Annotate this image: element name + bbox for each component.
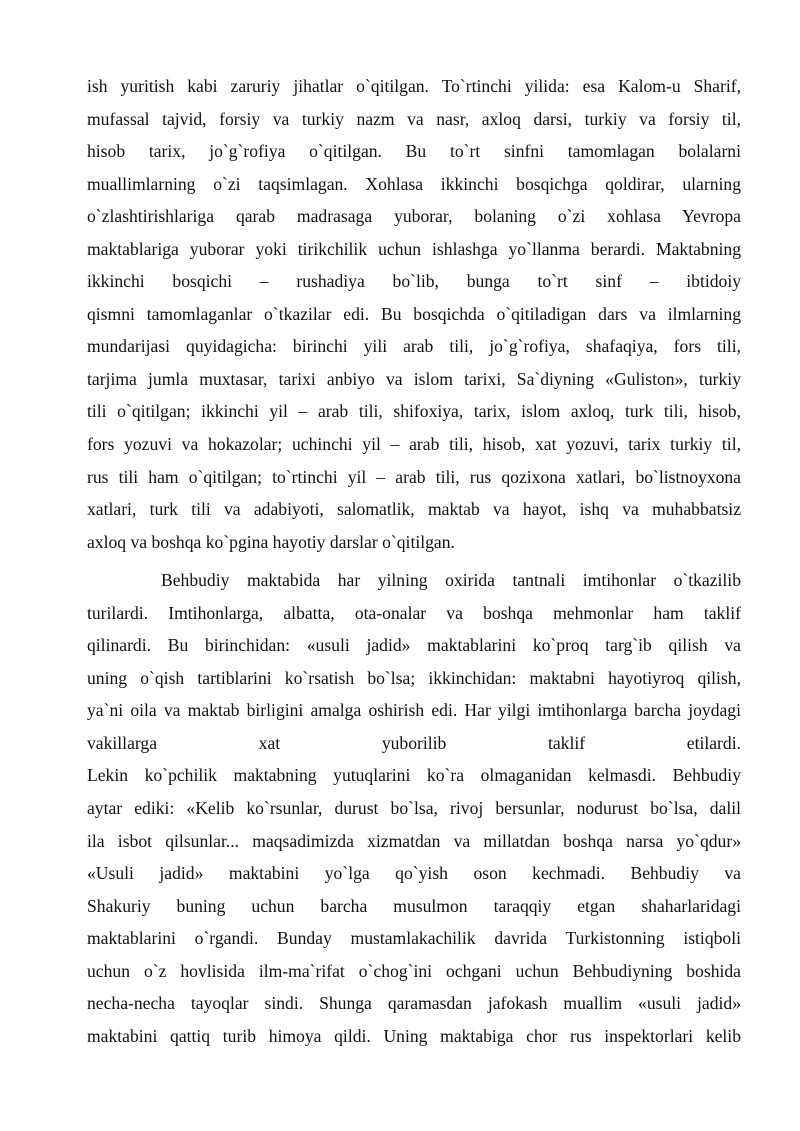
text-line: axloq va boshqa ko`pgina hayotiy darslar o`qitilgan. [87, 531, 455, 552]
text-line: mufassal tajvid, forsiy va turkiy nazm va nasr, axloq darsi, turkiy va forsiy til, [87, 108, 741, 129]
text-line: turilardi. Imtihonlarga, albatta, ota-onalar va boshqa mehmonlar ham taklif [87, 602, 741, 623]
text-line: tili o`qitilgan; ikkinchi yil – arab tili, shifoxiya, tarix, islom axloq, turk tili, hisob, [87, 401, 741, 422]
text-line: uchun o`z hovlisida ilm-ma`rifat o`chog`ini ochgani uchun Behbudiyning boshida [87, 960, 741, 981]
text-line: fors yozuvi va hokazolar; uchinchi yil – arab tili, hisob, xat yozuvi, tarix turkiy til, [87, 434, 741, 455]
document-page [87, 70, 741, 1052]
text-line: muallimlarning o`zi taqsimlagan. Xohlasa ikkinchi bosqichga qoldirar, ularning [87, 173, 741, 194]
text-line: maktabini qattiq turib himoya qildi. Uning maktabiga chor rus inspektorlari kelib [87, 1025, 741, 1046]
text-line: xatlari, turk tili va adabiyoti, salomatlik, maktab va hayot, ishq va muhabbatsiz [87, 499, 741, 520]
text-line: hisob tarix, jo`g`rofiya o`qitilgan. Bu to`rt sinfni tamomlagan bolalarni [87, 141, 741, 162]
text-line: vakillarga xat yuborilib taklif etilardi. [87, 732, 741, 753]
text-line: ish yuritish kabi zaruriy jihatlar o`qitilgan. To`rtinchi yilida: esa Kalom-u Sharif, [87, 76, 741, 96]
text-line: maktablariga yuborar yoki tirikchilik uchun ishlashga yo`llanma berardi. Maktabning [87, 238, 741, 259]
text-line: qilinardi. Bu birinchidan: «usuli jadid» maktablarini ko`proq targ`ib qilish va [87, 635, 741, 656]
text-line: tarjima jumla muxtasar, tarixi anbiyo va islom tarixi, Sa`diyning «Guliston», turkiy [87, 368, 741, 389]
text-line: ya`ni oila va maktab birligini amalga oshirish edi. Har yilgi imtihonlarga barcha joydagi [87, 700, 741, 721]
text-line: Behbudiy maktabida har yilning oxirida tantnali imtihonlar o`tkazilib [161, 570, 741, 591]
text-line: Lekin ko`pchilik maktabning yutuqlarini ko`ra olmaganidan kelmasdi. Behbudiy [87, 765, 741, 786]
text-line: rus tili ham o`qitilgan; to`rtinchi yil – arab tili, rus qozixona xatlari, bo`listnoyxona [87, 466, 741, 487]
text-line: Shakuriy buning uchun barcha musulmon taraqqiy etgan shaharlaridagi [87, 895, 741, 916]
text-line: o`zlashtirishlariga qarab madrasaga yuborar, bolaning o`zi xohlasa Yevropa [87, 206, 741, 227]
text-line: mundarijasi quyidagicha: birinchi yili arab tili, jo`g`rofiya, shafaqiya, fors tili, [87, 336, 741, 357]
text-line: maktablarini o`rgandi. Bunday mustamlakachilik davrida Turkistonning istiqboli [87, 928, 741, 949]
text-line: necha-necha tayoqlar sindi. Shunga qaramasdan jafokash muallim «usuli jadid» [87, 993, 741, 1014]
text-line: aytar ediki: «Kelib ko`rsunlar, durust bo`lsa, rivoj bersunlar, nodurust bo`lsa, dalil [87, 798, 741, 819]
text-line: uning o`qish tartiblarini ko`rsatish bo`lsa; ikkinchidan: maktabni hayotiyroq qilish, [87, 667, 741, 688]
text-line: qismni tamomlaganlar o`tkazilar edi. Bu bosqichda o`qitiladigan dars va ilmlarning [87, 303, 741, 324]
text-line: ikkinchi bosqichi – rushadiya bo`lib, bunga to`rt sinf – ibtidoiy [87, 271, 741, 292]
text-line: «Usuli jadid» maktabini yo`lga qo`yish oson kechmadi. Behbudiy va [87, 863, 741, 884]
text-line: ila isbot qilsunlar... maqsadimizda xizmatdan va millatdan boshqa narsa yo`qdur» [87, 830, 741, 851]
